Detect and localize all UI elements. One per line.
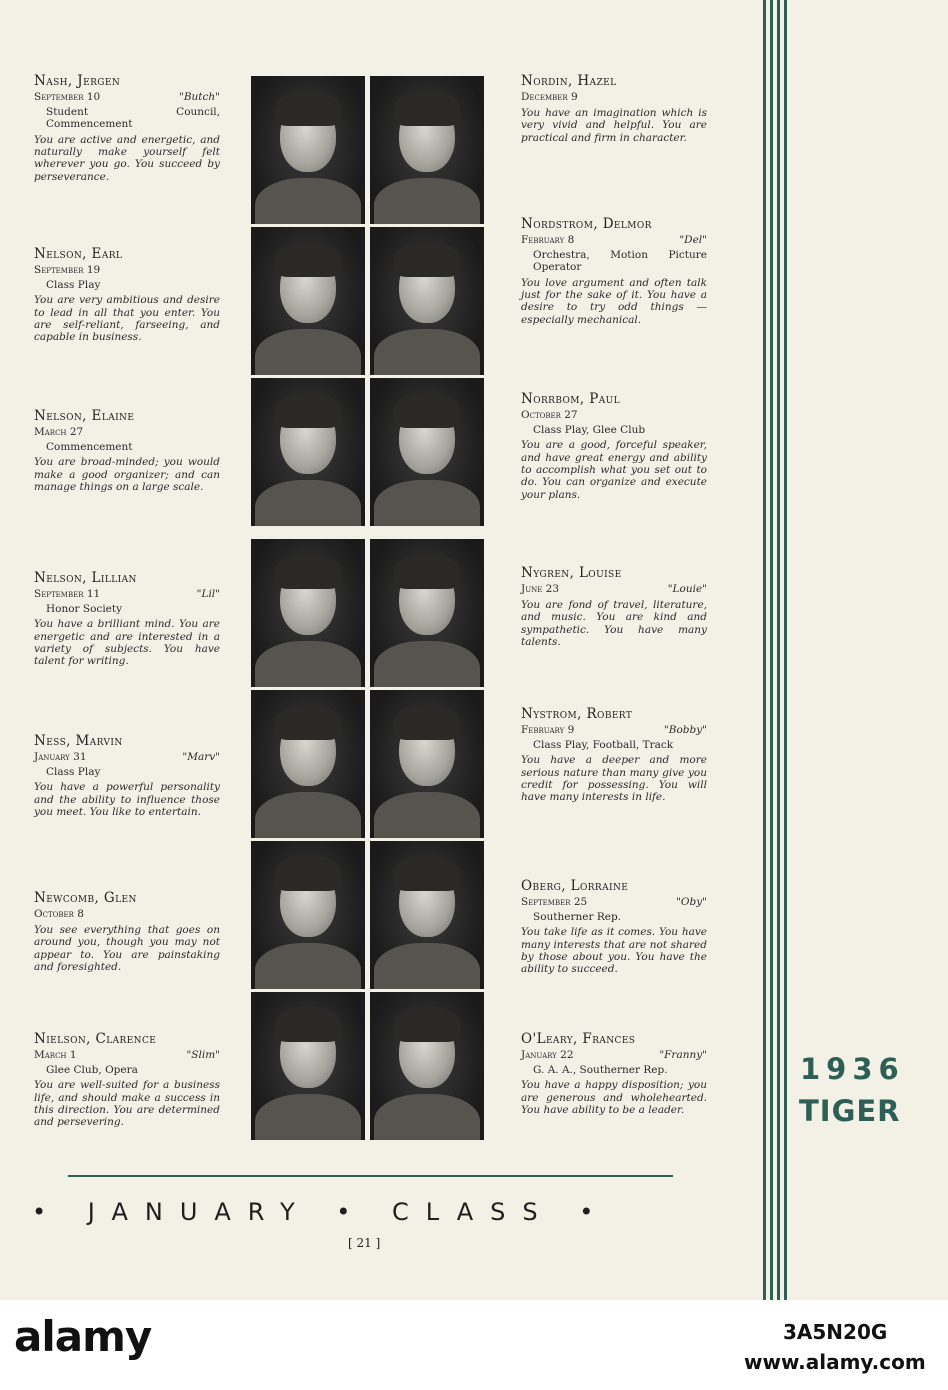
senior-entry [521,880,707,976]
student-portrait [370,539,484,687]
senior-entry [521,75,707,144]
student-name: Nelson, Elaine [34,408,135,424]
student-portrait [370,76,484,224]
student-name: Nordin, Hazel [521,73,617,89]
senior-entry [521,393,707,501]
senior-entry [34,1033,220,1129]
birth-date: June 23 [521,583,560,596]
birth-date: September 10 [34,91,101,104]
student-name: Nordstrom, Delmor [521,216,652,232]
birth-date: February 9 [521,724,575,737]
description: You have a powerful personality and the ability to influence those you meet. You like to entertain. [34,781,220,819]
senior-entry [521,1033,707,1116]
yearbook-title: TIGER [799,1094,901,1128]
nickname: "Franny" [659,1049,707,1062]
watermark-image-id: 3A5N20G [783,1320,888,1344]
description: You see everything that goes on around you, though you may not appear to. You are painstaking and foresighted. [34,923,220,974]
activities: Orchestra, Motion Picture Operator [533,248,707,274]
birth-date: September 25 [521,896,588,909]
student-portrait [251,841,365,989]
activities: Class Play [46,278,101,291]
student-name: Norrbom, Paul [521,391,621,407]
nickname: "Marv" [182,751,220,764]
class-banner: • JANUARY • CLASS • [32,1198,611,1226]
watermark-logo: alamy [14,1312,152,1361]
description: You are well-suited for a business life, and should make a success in this direction. You are determined and persevering. [34,1079,220,1129]
footer-rule [68,1175,673,1177]
senior-entry [34,892,220,973]
watermark-url: www.alamy.com [744,1350,926,1374]
birth-date: September 19 [34,264,101,277]
activities: Class Play, Football, Track [533,738,674,751]
description: You have a happy disposition; you are generous and wholehearted. You have ability to be a leader. [521,1079,707,1117]
student-portrait [251,992,365,1140]
student-name: O'Leary, Frances [521,1031,636,1047]
nickname: "Del" [679,234,707,247]
vertical-rule [784,0,787,1300]
senior-entry [34,572,220,668]
senior-entry [521,218,707,326]
student-name: Nelson, Lillian [34,570,137,586]
nickname: "Lil" [196,588,220,601]
activities: Honor Society [46,602,123,615]
description: You have an imagination which is very vivid and helpful. You are practical and firm in character. [521,106,707,144]
student-portrait [251,76,365,224]
student-name: Ness, Marvin [34,733,123,749]
birth-date: March 27 [34,426,84,439]
senior-entry [34,248,220,344]
description: You are very ambitious and desire to lead in all that you enter. You are self-reliant, farseeing, and capable in business. [34,294,220,344]
student-name: Newcomb, Glen [34,890,137,906]
page-number: [ 21 ] [348,1236,381,1250]
activities: Commencement [46,440,133,453]
nickname: "Slim" [186,1049,220,1062]
nickname: "Butch" [178,91,220,104]
activities: G. A. A., Southerner Rep. [533,1063,668,1076]
birth-date: December 9 [521,91,578,104]
nickname: "Louie" [667,583,707,596]
description: You are fond of travel, literature, and music. You are kind and sympathetic. You have many talents. [521,598,707,649]
description: You are a good, forceful speaker, and have great energy and ability to accomplish what you set out to do. You can organize and execute your plans. [521,439,707,501]
student-name: Nystrom, Robert [521,706,633,722]
nickname: "Oby" [676,896,707,909]
vertical-rule [763,0,766,1300]
student-name: Nygren, Louise [521,565,622,581]
birth-date: January 22 [521,1049,574,1062]
vertical-rule [770,0,773,1300]
student-portrait [370,841,484,989]
birth-date: February 8 [521,234,575,247]
student-name: Nielson, Clarence [34,1031,157,1047]
student-name: Nash, Jergen [34,73,121,89]
student-portrait [370,992,484,1140]
description: You take life as it comes. You have many interests that are not shared by those about you. You have the ability to succeed. [521,926,707,976]
student-name: Nelson, Earl [34,246,123,262]
nickname: "Bobby" [663,724,707,737]
activities: Glee Club, Opera [46,1063,138,1076]
description: You have a brilliant mind. You are energetic and are interested in a variety of subjects. You have talent for writing. [34,618,220,668]
senior-entry [34,410,220,493]
student-portrait [370,378,484,526]
student-portrait [370,690,484,838]
birth-date: October 8 [34,908,84,921]
student-portrait [251,690,365,838]
senior-entry [34,75,220,183]
senior-entry [521,567,707,648]
senior-entry [34,735,220,818]
senior-entry [521,708,707,804]
description: You are broad-minded; you would make a good organizer; and can manage things on a large scale. [34,456,220,494]
description: You love argument and often talk just for the sake of it. You have a desire to try odd things —especially mechanical. [521,276,707,326]
vertical-rule [777,0,780,1300]
activities: Class Play [46,765,101,778]
student-portrait [370,227,484,375]
birth-date: September 11 [34,588,101,601]
description: You have a deeper and more serious nature than many give you credit for possessing. You will have many interests in life. [521,754,707,804]
student-portrait [251,378,365,526]
birth-date: January 31 [34,751,87,764]
birth-date: March 1 [34,1049,77,1062]
student-portrait [251,227,365,375]
student-name: Oberg, Lorraine [521,878,629,894]
activities: Student Council, Commencement [46,105,220,131]
student-portrait [251,539,365,687]
description: You are active and energetic, and naturally make yourself felt wherever you go. You succeed by perseverance. [34,133,220,183]
activities: Class Play, Glee Club [533,423,646,436]
activities: Southerner Rep. [533,910,622,923]
year-label: 1936 [800,1052,905,1086]
birth-date: October 27 [521,409,578,422]
